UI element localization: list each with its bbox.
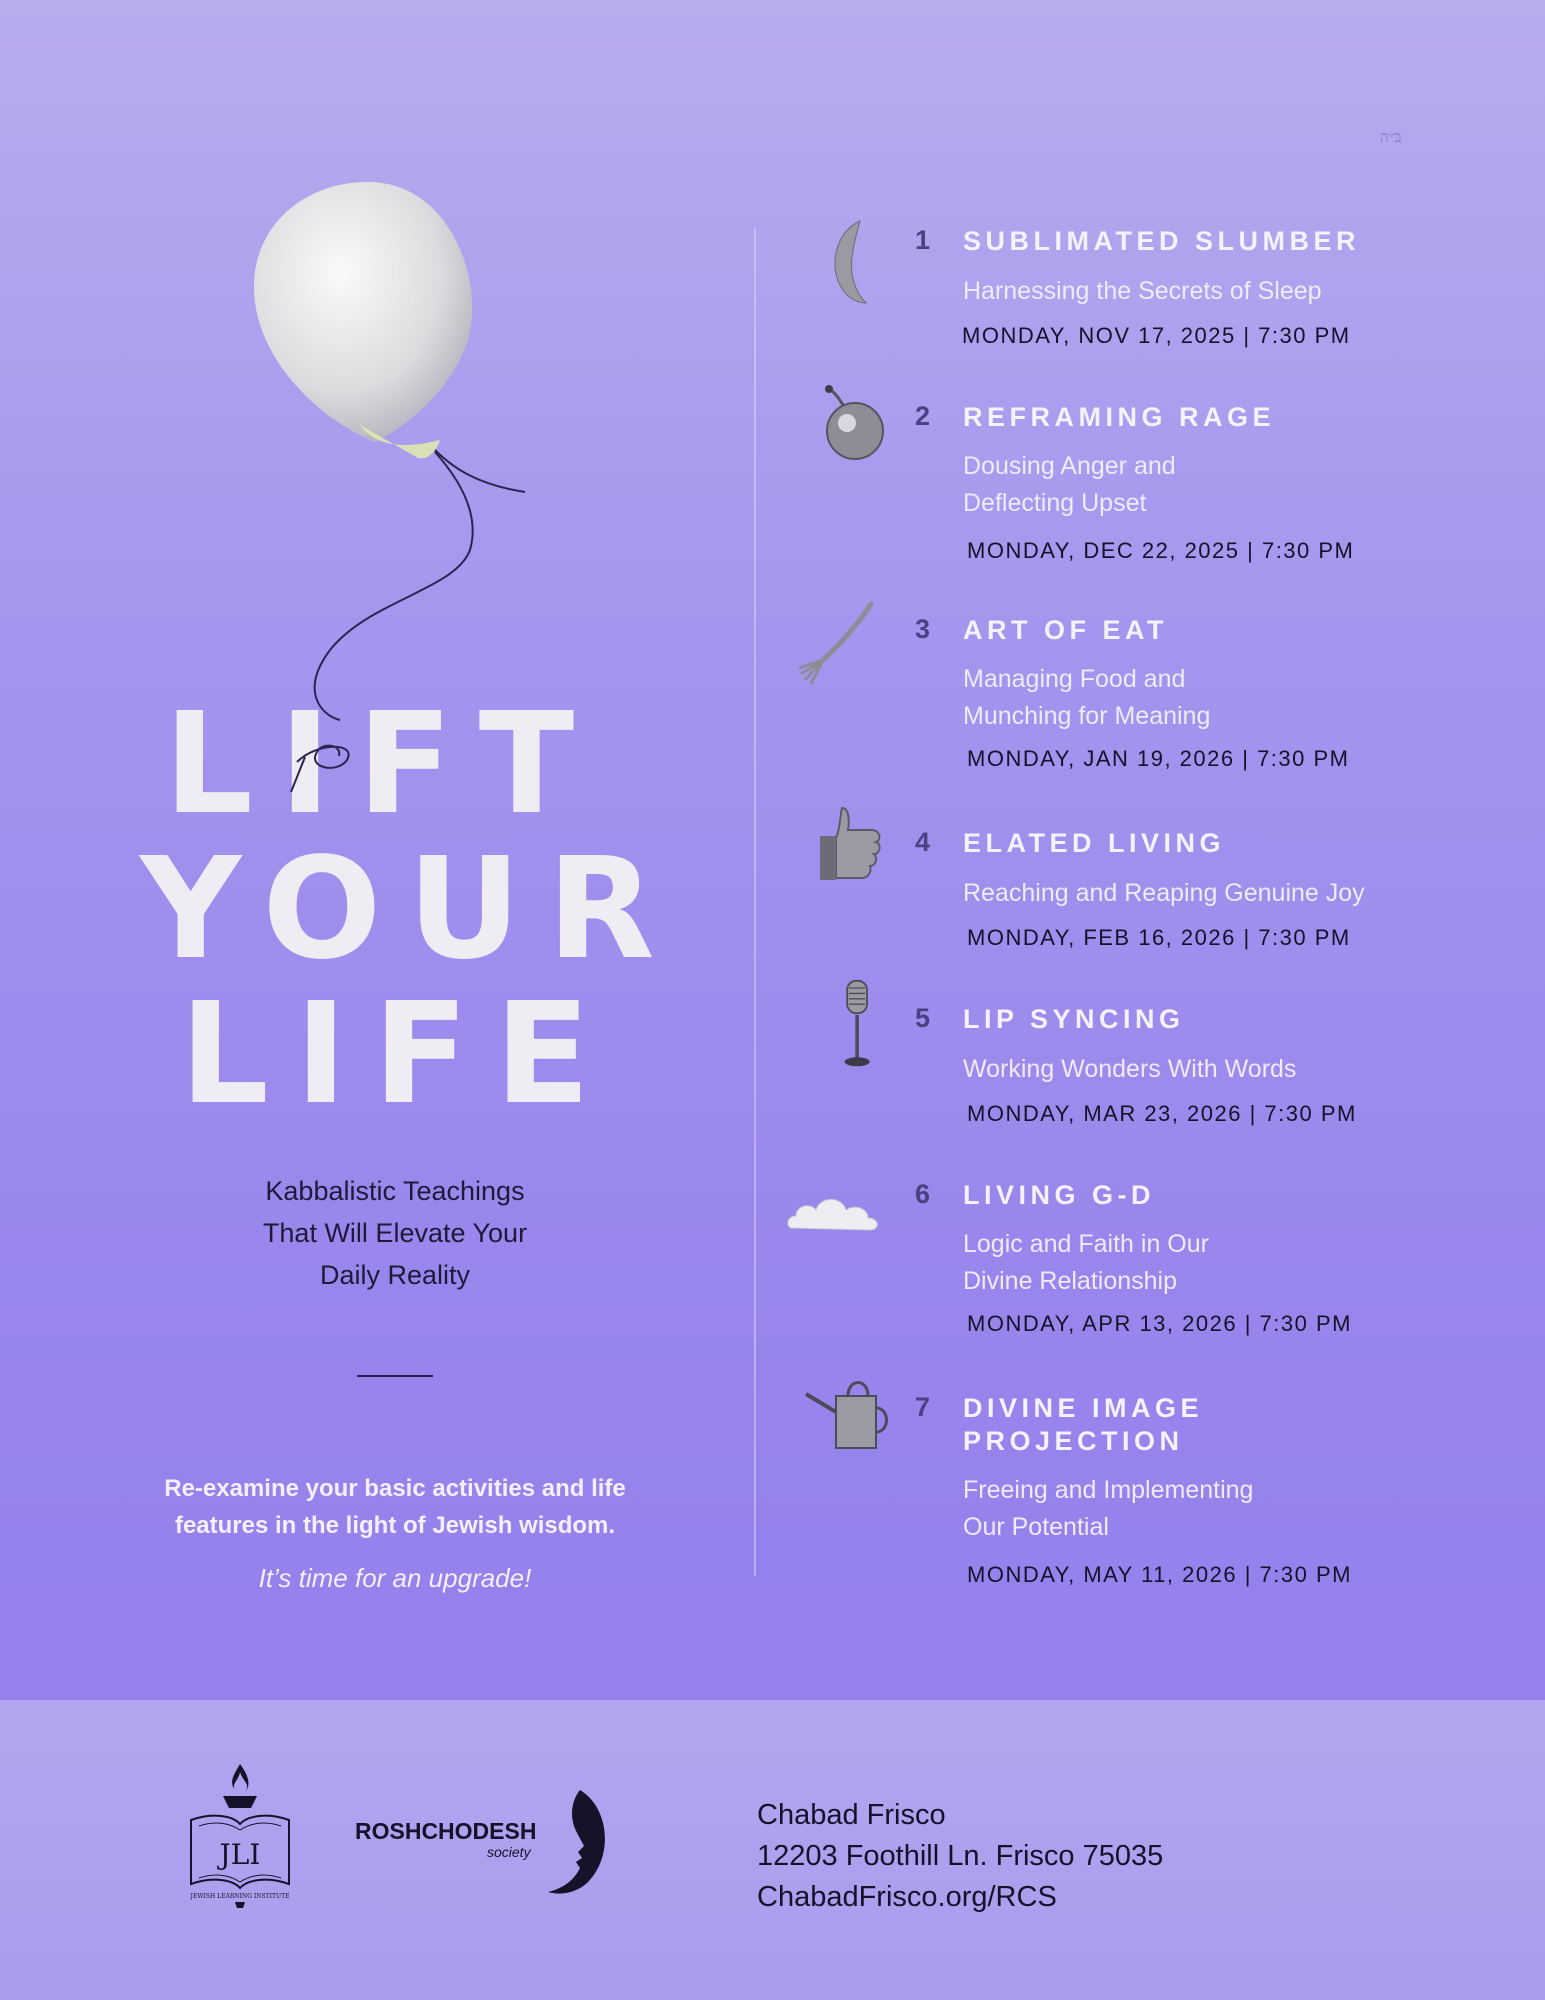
session-date: MONDAY, JAN 19, 2026 | 7:30 PM — [967, 746, 1350, 771]
session-5 — [790, 1003, 1510, 1133]
session-title: DIVINE IMAGE PROJECTION — [963, 1393, 1204, 1456]
session-number: 7 — [915, 1392, 931, 1422]
session-number: 3 — [915, 614, 931, 644]
session-7 — [790, 1392, 1510, 1597]
thumbs-up-icon — [802, 802, 902, 892]
crescent-face-icon — [540, 1788, 610, 1898]
session-3 — [790, 614, 1510, 779]
subtitle-line: Daily Reality — [319, 1260, 471, 1290]
contact-info — [757, 1795, 1163, 1918]
session-subtitle — [963, 448, 1503, 522]
roshchodesh-logo-text: ROSHCHODESH — [355, 1818, 537, 1844]
jli-logo-icon — [185, 1760, 295, 1910]
session-title: REFRAMING RAGE — [963, 402, 1275, 432]
session-1 — [790, 225, 1510, 355]
session-title: LIP SYNCING — [963, 1004, 1185, 1034]
pitch-line: Re-examine your basic activities and life — [164, 1475, 626, 1502]
session-date: MONDAY, MAY 11, 2026 | 7:30 PM — [967, 1562, 1352, 1587]
roshchodesh-society-text: society — [487, 1844, 531, 1860]
title-line-2: YOUR — [140, 828, 681, 991]
tagline: It’s time for an upgrade! — [258, 1563, 532, 1593]
session-date: MONDAY, MAR 23, 2026 | 7:30 PM — [967, 1101, 1357, 1126]
bomb-icon — [805, 381, 905, 471]
session-subtitle-line: Munching for Meaning — [963, 702, 1211, 730]
pitch-line: features in the light of Jewish wisdom. — [174, 1512, 616, 1539]
session-subtitle — [963, 273, 1503, 310]
session-date: MONDAY, NOV 17, 2025 | 7:30 PM — [962, 323, 1351, 348]
watering-can-icon — [798, 1372, 898, 1462]
session-number: 5 — [915, 1003, 931, 1033]
session-subtitle-line: Working Wonders With Words — [963, 1055, 1297, 1083]
session-date: MONDAY, FEB 16, 2026 | 7:30 PM — [967, 925, 1351, 950]
session-subtitle-line: Dousing Anger and — [963, 452, 1176, 480]
session-number: 6 — [915, 1179, 931, 1209]
contact-org: Chabad Frisco — [757, 1799, 946, 1831]
course-pitch — [110, 1470, 680, 1544]
bh-mark: ב״ה — [1380, 128, 1402, 146]
session-number: 4 — [915, 827, 931, 857]
session-subtitle-line: Divine Relationship — [963, 1267, 1178, 1295]
session-title: ELATED LIVING — [963, 828, 1226, 858]
session-subtitle — [963, 1051, 1503, 1088]
jli-logo-text: JLI — [219, 1838, 261, 1871]
session-4 — [790, 827, 1510, 957]
session-subtitle-line: Freeing and Implementing — [963, 1476, 1254, 1504]
title-line-3: LIFE — [179, 973, 617, 1136]
session-number: 2 — [915, 401, 931, 431]
microphone-icon — [808, 979, 908, 1069]
subtitle-line: Kabbalistic Teachings — [265, 1176, 525, 1206]
contact-url[interactable]: ChabadFrisco.org/RCS — [757, 1881, 1057, 1913]
contact-address: 12203 Foothill Ln. Frisco 75035 — [757, 1840, 1164, 1872]
session-2 — [790, 401, 1510, 571]
session-subtitle-line: Logic and Faith in Our — [963, 1230, 1209, 1258]
session-date: MONDAY, APR 13, 2026 | 7:30 PM — [967, 1311, 1352, 1336]
fork-icon — [785, 600, 885, 690]
session-6 — [790, 1179, 1510, 1344]
subtitle-line: That Will Elevate Your — [262, 1218, 528, 1248]
title-line-1: LIFT — [163, 683, 601, 846]
session-subtitle-line: Our Potential — [963, 1513, 1109, 1541]
session-subtitle — [963, 1226, 1503, 1300]
cloud-icon — [784, 1167, 884, 1257]
session-subtitle-line: Deflecting Upset — [963, 489, 1147, 517]
session-subtitle — [963, 661, 1503, 735]
session-title: LIVING G-D — [963, 1180, 1155, 1210]
string-loop-icon — [287, 682, 367, 812]
session-subtitle-line: Harnessing the Secrets of Sleep — [963, 277, 1322, 305]
divider-rule — [357, 1375, 433, 1377]
jli-caption: JEWISH LEARNING INSTITUTE — [190, 1893, 290, 1900]
session-title: SUBLIMATED SLUMBER — [963, 226, 1360, 256]
session-subtitle — [963, 1472, 1503, 1546]
course-subtitle — [160, 1170, 630, 1296]
column-divider — [754, 228, 756, 1576]
moon-icon — [810, 219, 910, 309]
session-date: MONDAY, DEC 22, 2025 | 7:30 PM — [967, 538, 1355, 563]
session-subtitle-line: Managing Food and — [963, 665, 1186, 693]
session-number: 1 — [915, 225, 931, 255]
session-subtitle — [963, 875, 1503, 912]
session-subtitle-line: Reaching and Reaping Genuine Joy — [963, 879, 1365, 907]
session-title: ART OF EAT — [963, 615, 1168, 645]
